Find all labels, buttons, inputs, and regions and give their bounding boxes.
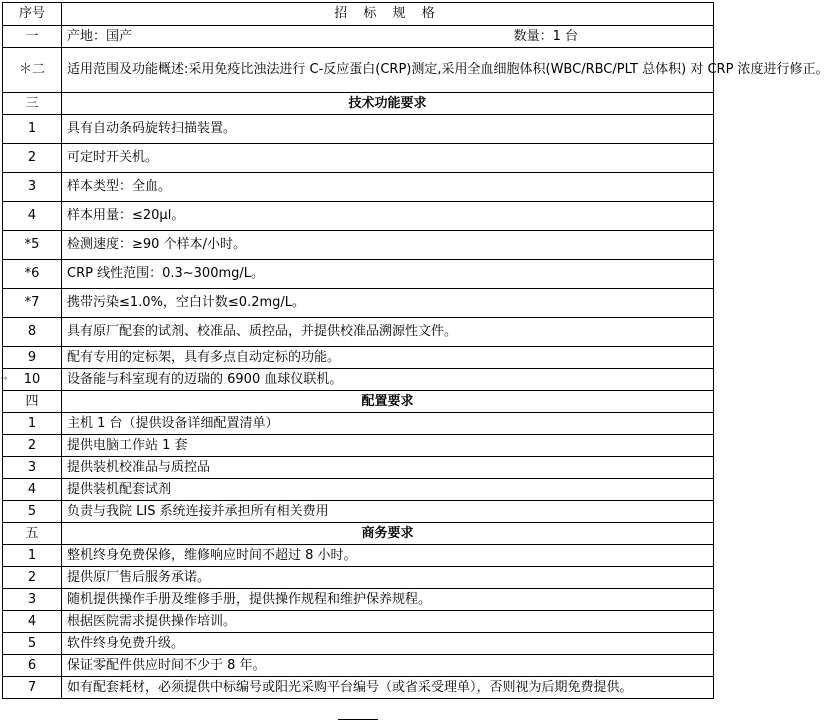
row-no: 2 (3, 435, 62, 457)
section-header-row (3, 391, 714, 413)
row-no: 9 (3, 347, 62, 369)
table-row (3, 347, 714, 369)
row-no: 1 (3, 413, 62, 435)
table-header-row (3, 3, 714, 26)
row-no: 5 (3, 501, 62, 523)
row-no: 4 (3, 202, 62, 231)
table-row (3, 260, 714, 289)
row-text: 具有自动条码旋转扫描装置。 (62, 115, 714, 144)
row-text: 保证零配件供应时间不少于 8 年。 (62, 655, 714, 677)
table-row (3, 501, 714, 523)
row-no: 2 (3, 144, 62, 173)
row-no: *7 (3, 289, 62, 318)
table-row (3, 545, 714, 567)
origin-cell (62, 26, 714, 48)
row-no: ＊二 (3, 48, 62, 93)
row-text: 负责与我院 LIS 系统连接并承担所有相关费用 (62, 501, 714, 523)
table-row (3, 289, 714, 318)
section-no: 三 (3, 93, 62, 115)
tender-spec-table (2, 2, 829, 699)
row-text: 提供原厂售后服务承诺。 (62, 567, 714, 589)
table-row (3, 677, 714, 699)
row-no: 4 (3, 611, 62, 633)
row-no: 2 (3, 567, 62, 589)
table-row (3, 567, 714, 589)
row-no: 3 (3, 457, 62, 479)
row-no: 8 (3, 318, 62, 347)
section-title: 技术功能要求 (62, 93, 714, 115)
page-footer-line (338, 719, 378, 720)
table-row (3, 479, 714, 501)
origin-row (3, 26, 714, 48)
table-row (3, 633, 714, 655)
table-row (3, 231, 714, 260)
section-title: 配置要求 (62, 391, 714, 413)
row-text: 可定时开关机。 (62, 144, 714, 173)
row-text: 检测速度：≥90 个样本/小时。 (62, 231, 714, 260)
row-no: 4 (3, 479, 62, 501)
row-text: 整机终身免费保修，维修响应时间不超过 8 小时。 (62, 545, 714, 567)
table-row (3, 115, 714, 144)
row-text: 根据医院需求提供操作培训。 (62, 611, 714, 633)
row-text: CRP 线性范围：0.3~300mg/L。 (62, 260, 714, 289)
table-row (3, 457, 714, 479)
table-row (3, 611, 714, 633)
margin-arrow-icon: → (0, 374, 8, 384)
table-row (3, 435, 714, 457)
row-text: 提供电脑工作站 1 套 (62, 435, 714, 457)
table-row (3, 589, 714, 611)
row-text: 携带污染≤1.0%，空白计数≤0.2mg/L。 (62, 289, 714, 318)
header-title: 招 标 规 格 (62, 3, 714, 26)
row-no: 7 (3, 677, 62, 699)
row-text: 设备能与科室现有的迈瑞的 6900 血球仪联机。 (62, 369, 714, 391)
scope-row (3, 48, 714, 93)
quantity-text: 数量：1 台 (513, 28, 578, 44)
table-row (3, 655, 714, 677)
row-text: 样本类型：全血。 (62, 173, 714, 202)
row-text: 具有原厂配套的试剂、校准品、质控品，并提供校准品溯源性文件。 (62, 318, 714, 347)
row-text: 提供装机配套试剂 (62, 479, 714, 501)
row-text: 主机 1 台（提供设备详细配置清单） (62, 413, 714, 435)
row-text: 提供装机校准品与质控品 (62, 457, 714, 479)
row-no: 3 (3, 589, 62, 611)
row-no: *6 (3, 260, 62, 289)
section-header-row (3, 93, 714, 115)
row-no: 10 (3, 369, 62, 391)
row-text: 随机提供操作手册及维修手册，提供操作规程和维护保养规程。 (62, 589, 714, 611)
table-row (3, 173, 714, 202)
row-no: 1 (3, 115, 62, 144)
scope-text: 适用范围及功能概述:采用免疫比浊法进行 C-反应蛋白(CRP)测定,采用全血细胞体积(WBC/RBC/PLT 总体积) 对 CRP 浓度进行修正。 (62, 48, 714, 93)
table-row (3, 413, 714, 435)
section-header-row (3, 523, 714, 545)
row-no: 5 (3, 633, 62, 655)
row-text: 软件终身免费升级。 (62, 633, 714, 655)
row-no: 1 (3, 545, 62, 567)
row-text: 样本用量：≤20μl。 (62, 202, 714, 231)
section-title: 商务要求 (62, 523, 714, 545)
table-row (3, 202, 714, 231)
row-no: *5 (3, 231, 62, 260)
header-no-label: 序号 (3, 3, 62, 26)
row-no: 3 (3, 173, 62, 202)
table-row (3, 369, 714, 391)
table-row (3, 318, 714, 347)
row-no: 一 (3, 26, 62, 48)
table-row (3, 144, 714, 173)
row-text: 配有专用的定标架，具有多点自动定标的功能。 (62, 347, 714, 369)
row-text: 如有配套耗材，必须提供中标编号或阳光采购平台编号（或省采受理单），否则视为后期免费提供。 (62, 677, 714, 699)
origin-text: 产地：国产 (67, 28, 133, 44)
row-no: 6 (3, 655, 62, 677)
section-no: 四 (3, 391, 62, 413)
section-no: 五 (3, 523, 62, 545)
